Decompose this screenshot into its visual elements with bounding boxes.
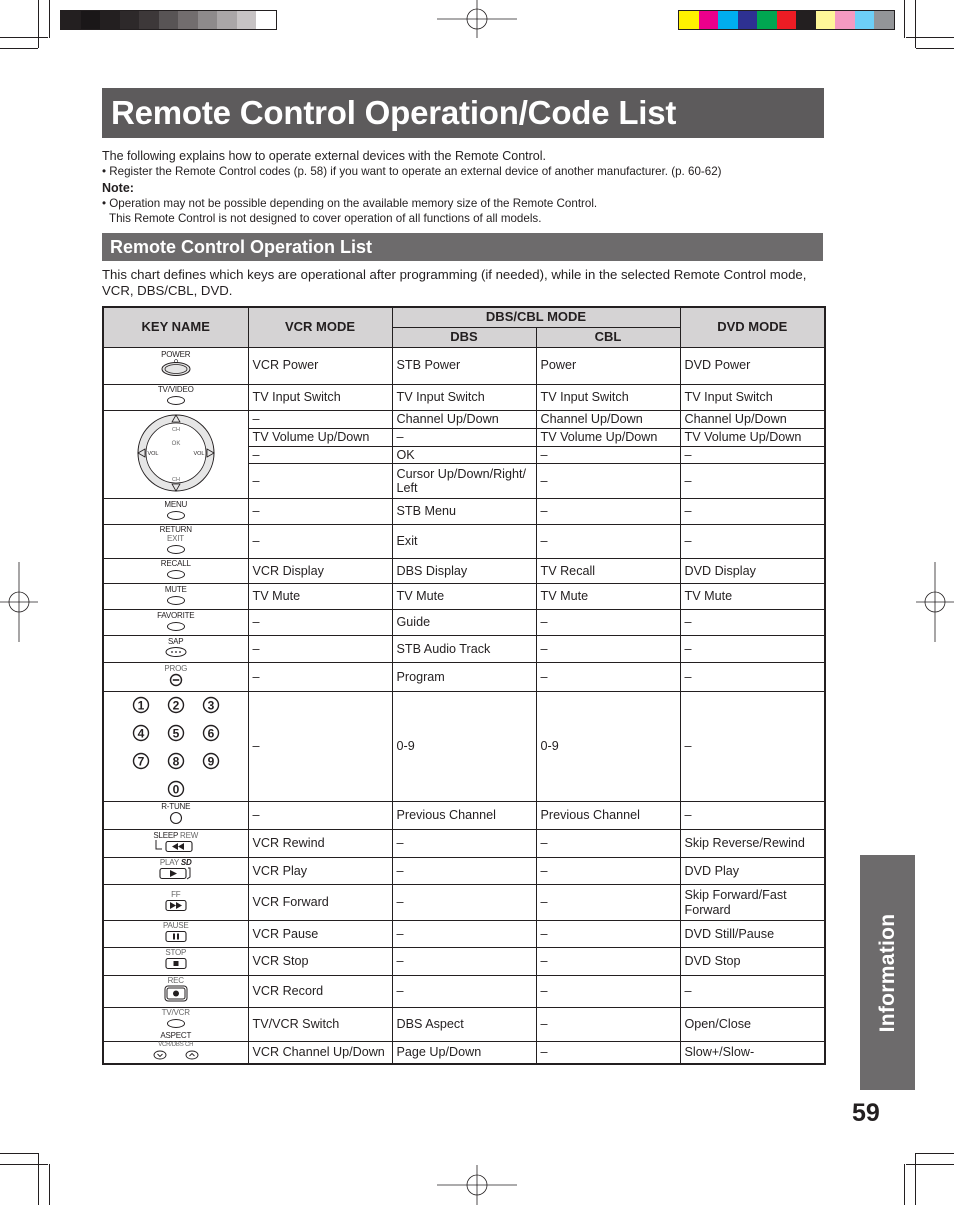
cell-dvd: –: [680, 975, 825, 1007]
table-row: [103, 584, 825, 610]
cell-vcr: –: [248, 499, 392, 525]
cell-dbs: –: [392, 428, 536, 446]
key-tvvcr-aspect: [103, 1007, 248, 1041]
cell-dvd: DVD Still/Pause: [680, 921, 825, 948]
side-tab-label: Information: [875, 913, 899, 1032]
cell-vcr: TV Input Switch: [248, 384, 392, 410]
digit-key: 6: [207, 726, 215, 741]
calibration-swatch: [120, 11, 140, 29]
grayscale-calibration-bar: [60, 10, 277, 30]
crop-mark: [0, 1164, 48, 1165]
cell-dvd: –: [680, 610, 825, 636]
cell-cbl: 0-9: [536, 692, 680, 802]
cell-dbs: –: [392, 947, 536, 975]
calibration-swatch: [198, 11, 218, 29]
note-line-2: This Remote Control is not designed to cover operation of all functions of all models.: [109, 212, 542, 225]
cell-dvd: –: [680, 636, 825, 663]
key-numeric-keypad: [103, 692, 248, 802]
cell-dvd: TV Mute: [680, 584, 825, 610]
key-tvvideo: [103, 384, 248, 410]
intro-block: [102, 149, 824, 226]
table-row: [103, 636, 825, 663]
table-row: [103, 885, 825, 921]
key-label: STOP: [165, 948, 187, 958]
cell-cbl: –: [536, 663, 680, 692]
key-label: REC: [167, 976, 184, 986]
calibration-swatch: [738, 11, 758, 29]
table-row: [103, 384, 825, 410]
page-number: 59: [852, 1099, 880, 1127]
chart-description: This chart defines which keys are operational after programming (if needed), while in the selected Remote Control mode, VCR, DBS/CBL, DVD.: [102, 267, 807, 298]
header-dbs: DBS: [392, 327, 536, 347]
cell-vcr: –: [248, 464, 392, 499]
cell-cbl: TV Mute: [536, 584, 680, 610]
cell-cbl: –: [536, 858, 680, 885]
stop-button-icon: [165, 957, 187, 970]
key-sap: [103, 636, 248, 663]
cell-vcr: VCR Play: [248, 858, 392, 885]
key-rtune: [103, 802, 248, 830]
key-label: [108, 831, 244, 840]
key-dial: [103, 410, 248, 499]
calibration-swatch: [217, 11, 237, 29]
table-row: [103, 975, 825, 1007]
cell-dvd: –: [680, 499, 825, 525]
cell-vcr: VCR Pause: [248, 921, 392, 948]
cell-vcr: –: [248, 692, 392, 802]
key-label: RECALL: [160, 559, 191, 569]
cell-dvd: DVD Play: [680, 858, 825, 885]
crop-mark: [49, 0, 50, 38]
pause-button-icon: [165, 930, 187, 943]
crop-mark: [916, 1153, 954, 1154]
cell-dbs: TV Mute: [392, 584, 536, 610]
cell-dvd: DVD Stop: [680, 947, 825, 975]
cell-cbl: –: [536, 1007, 680, 1041]
key-fast-forward: [103, 885, 248, 921]
calibration-swatch: [61, 11, 81, 29]
cell-cbl: –: [536, 975, 680, 1007]
registration-mark: [437, 0, 517, 38]
calibration-swatch: [100, 11, 120, 29]
calibration-swatch: [796, 11, 816, 29]
calibration-swatch: [237, 11, 257, 29]
cell-cbl: –: [536, 885, 680, 921]
table-row: [103, 1007, 825, 1041]
calibration-swatch: [835, 11, 855, 29]
cell-cbl: –: [536, 921, 680, 948]
recall-button-icon: [167, 570, 185, 579]
table-row: [103, 610, 825, 636]
digit-key: 3: [207, 698, 215, 713]
calibration-swatch: [139, 11, 159, 29]
key-power: [103, 347, 248, 384]
calibration-swatch: [159, 11, 179, 29]
key-stop: [103, 947, 248, 975]
cell-dvd: DVD Power: [680, 347, 825, 384]
cell-cbl: –: [536, 499, 680, 525]
favorite-button-icon: [167, 622, 185, 631]
cell-dbs: –: [392, 975, 536, 1007]
calibration-swatch: [178, 11, 198, 29]
remote-code-table: [102, 306, 826, 1065]
cell-dbs: OK: [392, 447, 536, 464]
calibration-swatch: [874, 11, 894, 29]
key-label: MUTE: [164, 584, 187, 594]
cell-dvd: Channel Up/Down: [680, 410, 825, 428]
cell-cbl: –: [536, 610, 680, 636]
cell-dvd: –: [680, 525, 825, 559]
calibration-swatch: [256, 11, 276, 29]
note-heading: Note:: [102, 181, 134, 195]
calibration-swatch: [855, 11, 875, 29]
key-label: FF: [171, 889, 181, 899]
cell-dvd: Open/Close: [680, 1007, 825, 1041]
crop-mark: [916, 48, 954, 49]
key-label: VCR/DBS CH: [158, 1041, 194, 1048]
dial-ch-up-label: CH: [171, 426, 180, 433]
cell-dbs: Guide: [392, 610, 536, 636]
digit-key: 4: [137, 726, 145, 741]
key-prog: [103, 663, 248, 692]
header-cbl: CBL: [536, 327, 680, 347]
mute-button-icon: [167, 596, 185, 605]
cell-vcr: VCR Power: [248, 347, 392, 384]
key-label: PAUSE: [162, 921, 189, 930]
page-title: Remote Control Operation/Code List: [102, 88, 824, 138]
table-row: [103, 858, 825, 885]
cell-cbl: –: [536, 636, 680, 663]
table-row: [103, 525, 825, 559]
key-return: [103, 525, 248, 559]
cell-dvd: –: [680, 802, 825, 830]
sap-button-icon: [164, 646, 188, 658]
table-row: [103, 802, 825, 830]
cell-dbs: –: [392, 885, 536, 921]
cell-cbl: –: [536, 830, 680, 858]
calibration-swatch: [699, 11, 719, 29]
cell-dvd: TV Volume Up/Down: [680, 428, 825, 446]
channel-up-down-icon: [153, 1050, 199, 1060]
cell-dbs: STB Menu: [392, 499, 536, 525]
table-row: [103, 347, 825, 384]
digit-key: 7: [137, 754, 145, 769]
registration-mark: [437, 1165, 517, 1205]
crop-mark: [38, 0, 39, 48]
key-vcr-dbs-ch: [103, 1041, 248, 1064]
crop-mark: [0, 48, 38, 49]
return-button-icon: [167, 545, 185, 554]
key-pause: [103, 921, 248, 948]
cell-cbl: Channel Up/Down: [536, 410, 680, 428]
header-dvd-mode: DVD MODE: [680, 307, 825, 347]
cell-vcr: VCR Forward: [248, 885, 392, 921]
sleep-label: SLEEP: [153, 830, 179, 840]
navigation-dial-icon: [134, 411, 218, 495]
cell-dbs: TV Input Switch: [392, 384, 536, 410]
cell-dbs: DBS Aspect: [392, 1007, 536, 1041]
key-label: FAVORITE: [157, 610, 195, 620]
cell-vcr: VCR Record: [248, 975, 392, 1007]
section-title: Remote Control Operation List: [102, 233, 823, 261]
cell-dvd: Skip Forward/Fast Forward: [680, 885, 825, 921]
key-label: POWER: [161, 350, 191, 360]
table-row: [103, 830, 825, 858]
crop-mark: [0, 1153, 38, 1154]
play-button-icon: [153, 867, 199, 880]
calibration-swatch: [679, 11, 699, 29]
table-row: [103, 499, 825, 525]
header-key-name: KEY NAME: [103, 307, 248, 347]
digit-key: 8: [172, 754, 180, 769]
header-vcr-mode: VCR MODE: [248, 307, 392, 347]
cell-vcr: –: [248, 525, 392, 559]
calibration-swatch: [816, 11, 836, 29]
cell-vcr: TV Mute: [248, 584, 392, 610]
cell-dvd: –: [680, 663, 825, 692]
digit-key: 1: [137, 698, 145, 713]
cell-vcr: –: [248, 610, 392, 636]
cell-vcr: TV Volume Up/Down: [248, 428, 392, 446]
table-row: [103, 559, 825, 584]
key-label: TV/VIDEO: [157, 385, 194, 395]
key-favorite: [103, 610, 248, 636]
crop-mark: [0, 37, 48, 38]
cell-dvd: Skip Reverse/Rewind: [680, 830, 825, 858]
table-row: [103, 947, 825, 975]
key-label: R-TUNE: [161, 802, 191, 812]
information-side-tab: [860, 855, 915, 1090]
cell-cbl: Power: [536, 347, 680, 384]
cell-cbl: TV Volume Up/Down: [536, 428, 680, 446]
cell-cbl: –: [536, 447, 680, 464]
cell-dbs: STB Power: [392, 347, 536, 384]
key-label: RETURN: [159, 525, 192, 535]
registration-mark: [916, 562, 954, 642]
cell-vcr: VCR Stop: [248, 947, 392, 975]
cell-dbs: Page Up/Down: [392, 1041, 536, 1064]
intro-bullet: • Register the Remote Control codes (p. 58) if you want to operate an external device of another manufacturer. (p. 60-62): [102, 165, 722, 178]
key-mute: [103, 584, 248, 610]
power-button-icon: [160, 359, 192, 377]
cell-dbs: –: [392, 858, 536, 885]
cell-dbs: Cursor Up/Down/Right/ Left: [392, 464, 536, 499]
dial-vol-right-label: VOL: [193, 450, 205, 457]
digit-key: 9: [207, 754, 215, 769]
dial-ok-label: OK: [171, 440, 181, 447]
intro-line: The following explains how to operate external devices with the Remote Control.: [102, 149, 546, 163]
cell-vcr: –: [248, 802, 392, 830]
cell-dvd: Slow+/Slow-: [680, 1041, 825, 1064]
crop-mark: [906, 37, 954, 38]
table-row: [103, 663, 825, 692]
color-calibration-bar: [678, 10, 895, 30]
fast-forward-button-icon: [165, 899, 187, 912]
crop-mark: [904, 1164, 905, 1205]
registration-mark: [0, 562, 38, 642]
key-play: [103, 858, 248, 885]
crop-mark: [38, 1153, 39, 1205]
crop-mark: [915, 1153, 916, 1205]
calibration-swatch: [777, 11, 797, 29]
table-row: [103, 1041, 825, 1064]
cell-dvd: –: [680, 464, 825, 499]
key-label: MENU: [164, 499, 188, 509]
key-label: [108, 858, 244, 867]
key-record: [103, 975, 248, 1007]
sd-logo-label: SD: [180, 858, 192, 868]
cell-dbs: DBS Display: [392, 559, 536, 584]
cell-dbs: Previous Channel: [392, 802, 536, 830]
crop-mark: [906, 1164, 954, 1165]
crop-mark: [904, 0, 905, 38]
crop-mark: [49, 1164, 50, 1205]
menu-button-icon: [167, 511, 185, 520]
rew-label: REW: [180, 830, 199, 840]
key-label: EXIT: [167, 534, 184, 544]
table-row: [103, 692, 825, 802]
key-label: SAP: [168, 636, 184, 646]
crop-mark: [915, 0, 916, 48]
cell-cbl: –: [536, 525, 680, 559]
play-label: PLAY: [159, 858, 179, 868]
cell-dbs: –: [392, 921, 536, 948]
key-label: ASPECT: [160, 1031, 192, 1041]
tvvcr-button-icon: [167, 1019, 185, 1028]
cell-vcr: –: [248, 636, 392, 663]
cell-dbs: Program: [392, 663, 536, 692]
dial-ch-down-label: CH: [171, 476, 180, 483]
key-label: PROG: [164, 663, 188, 673]
dial-vol-left-label: VOL: [147, 450, 159, 457]
digit-key: 0: [172, 782, 180, 797]
prog-button-icon: [169, 673, 183, 687]
digit-key: 5: [172, 726, 180, 741]
cell-dvd: –: [680, 447, 825, 464]
key-recall: [103, 559, 248, 584]
cell-cbl: TV Input Switch: [536, 384, 680, 410]
calibration-swatch: [81, 11, 101, 29]
table-row: [103, 921, 825, 948]
cell-cbl: –: [536, 1041, 680, 1064]
rtune-button-icon: [169, 811, 183, 825]
key-rewind: [103, 830, 248, 858]
cell-cbl: –: [536, 947, 680, 975]
cell-vcr: –: [248, 410, 392, 428]
cell-vcr: TV/VCR Switch: [248, 1007, 392, 1041]
cell-dbs: 0-9: [392, 692, 536, 802]
cell-vcr: VCR Rewind: [248, 830, 392, 858]
calibration-swatch: [757, 11, 777, 29]
header-dbs-cbl-mode: DBS/CBL MODE: [392, 307, 680, 327]
calibration-swatch: [718, 11, 738, 29]
cell-vcr: VCR Display: [248, 559, 392, 584]
key-label: TV/VCR: [161, 1007, 190, 1017]
cell-dbs: STB Audio Track: [392, 636, 536, 663]
numeric-keypad-icon: [124, 693, 228, 797]
rewind-button-icon: [153, 840, 199, 853]
cell-vcr: VCR Channel Up/Down: [248, 1041, 392, 1064]
cell-dbs: Exit: [392, 525, 536, 559]
cell-cbl: –: [536, 464, 680, 499]
tvvideo-button-icon: [167, 396, 185, 405]
cell-dvd: DVD Display: [680, 559, 825, 584]
table-row: [103, 410, 825, 428]
cell-cbl: TV Recall: [536, 559, 680, 584]
record-button-icon: [164, 985, 188, 1002]
digit-key: 2: [172, 698, 180, 713]
key-menu: [103, 499, 248, 525]
note-line-1: • Operation may not be possible depending on the available memory size of the Remote Control.: [102, 197, 598, 210]
cell-cbl: Previous Channel: [536, 802, 680, 830]
cell-vcr: –: [248, 447, 392, 464]
cell-dvd: TV Input Switch: [680, 384, 825, 410]
cell-vcr: –: [248, 663, 392, 692]
cell-dbs: –: [392, 830, 536, 858]
cell-dvd: –: [680, 692, 825, 802]
cell-dbs: Channel Up/Down: [392, 410, 536, 428]
